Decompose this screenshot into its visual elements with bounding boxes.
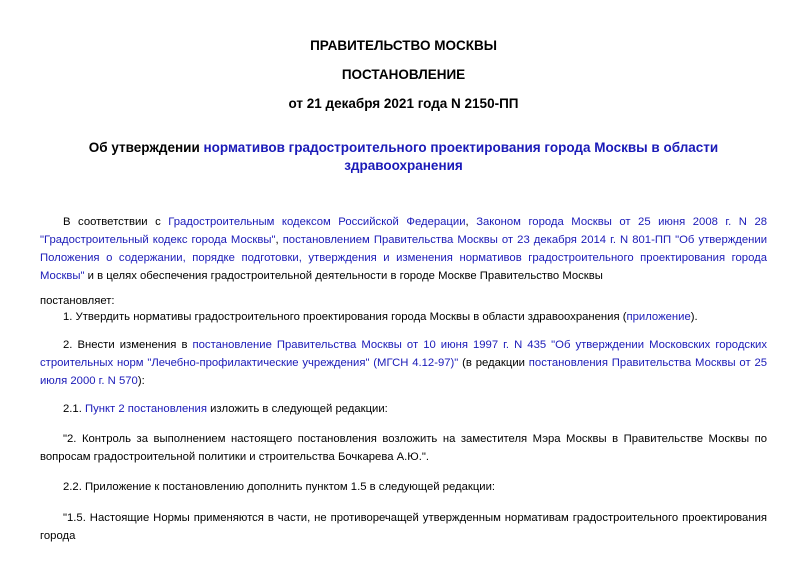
link-resolution-570[interactable]: постановления Правительства Москвы от 25 июля 2000 г. N 570 — [40, 357, 768, 387]
document-title — [0, 139, 807, 175]
link-appendix[interactable]: приложение — [626, 311, 691, 323]
item-2-text-2: (в редакции — [458, 357, 529, 369]
item-2-text-1: 2. Внести изменения в — [63, 339, 193, 351]
link-point-2[interactable]: Пункт 2 постановления — [84, 403, 207, 415]
quote-point-1-5-paragraph: "1.5. Настоящие Нормы применяются в части, не противоречащей утвержденным нормативам градостроительного проектирования города — [40, 512, 767, 542]
decrees-word: постановляет: — [40, 295, 115, 307]
item-2-2-paragraph: 2.2. Приложение к постановлению дополнить пунктом 1.5 в следующей редакции: — [63, 481, 496, 493]
preamble-text-3: , — [275, 234, 283, 246]
preamble-text-1: В соответствии с — [63, 216, 169, 228]
link-urban-planning-code-rf[interactable]: Градостроительным кодексом Российской Федерации — [168, 216, 466, 228]
item-2-1-text-2: изложить в следующей редакции: — [206, 403, 388, 415]
quote-point-2-paragraph: "2. Контроль за выполнением настоящего постановления возложить на заместителя Мэра Москвы в Правительстве Москвы по вопросам градостроительной политики и строительства Бочкарева А.Ю.". — [40, 433, 767, 463]
link-resolution-801pp[interactable]: постановлением Правительства Москвы от 23 декабря 2014 г. N 801-ПП "Об утверждении Положения о содержании, порядке подготовки, утверждения и изменения нормативов градостроительного проектирования города Москвы" — [40, 234, 768, 282]
title-link-line1[interactable]: нормативов градостроительного проектирования города Москвы в области — [203, 140, 719, 155]
item-1-paragraph — [40, 308, 767, 326]
preamble-text-4: и в целях обеспечения градостроительной деятельности в городе Москве Правительство Москвы — [84, 270, 603, 282]
link-moscow-law-28[interactable]: Законом города Москвы от 25 июня 2008 г. N 28 "Градостроительный кодекс города Москвы" — [40, 216, 768, 246]
item-2-1-paragraph — [40, 400, 767, 418]
preamble-text-2: , — [465, 216, 477, 228]
title-prefix: Об утверждении — [88, 140, 204, 155]
item-1-text-2: ). — [690, 311, 698, 323]
date-number-heading: от 21 декабря 2021 года N 2150-ПП — [288, 96, 519, 111]
title-link-line2[interactable]: здравоохранения — [344, 158, 463, 173]
preamble-paragraph — [40, 213, 767, 285]
document-type-heading: ПОСТАНОВЛЕНИЕ — [341, 67, 466, 82]
link-resolution-435[interactable]: постановление Правительства Москвы от 10 июня 1997 г. N 435 "Об утверждении Московских городских строительных норм "Лечебно-профилактические учреждения" (МГСН 4.12-97)" — [40, 339, 767, 369]
item-2-paragraph — [40, 336, 767, 390]
item-2-text-3: ): — [137, 375, 145, 387]
item-2-1-text-1: 2.1. — [63, 403, 85, 415]
item-1-text-1: 1. Утвердить нормативы градостроительного проектирования города Москвы в области здравоохранения ( — [63, 311, 627, 323]
authority-heading: ПРАВИТЕЛЬСТВО МОСКВЫ — [310, 38, 497, 53]
